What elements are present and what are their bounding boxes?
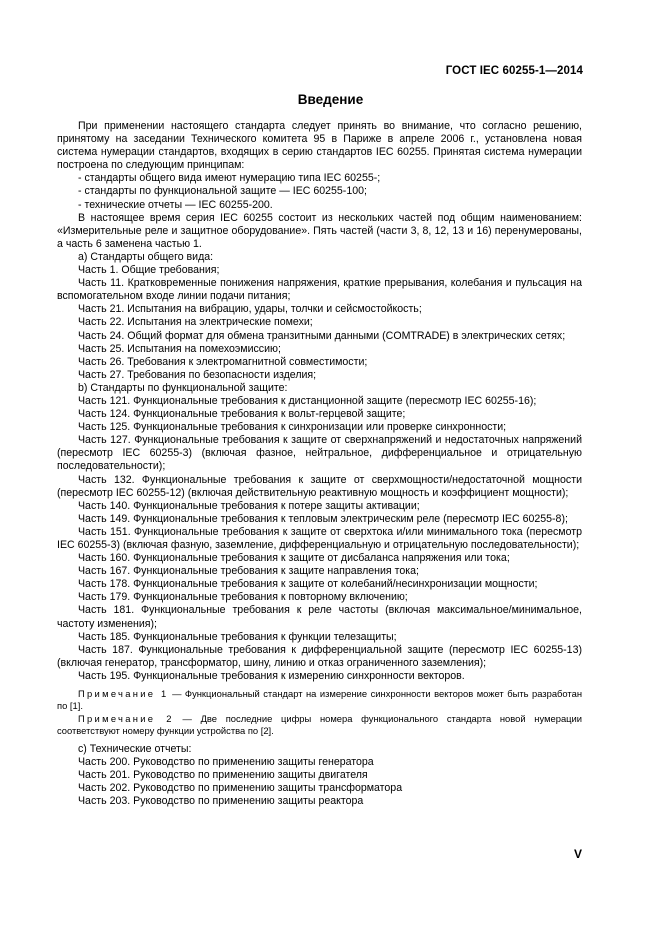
list-item: Часть 26. Требования к электромагнитной совместимости; (78, 355, 368, 368)
list-item: Часть 21. Испытания на вибрацию, удары, толчки и сейсмостойкость; (78, 303, 422, 316)
list-item: Часть 132. Функциональные требования к защите от сверхмощности/недостаточной мощности (пересмотр IEC 60255-12) (включая действительную реактивную мощность и коэффициент мощности); (57, 473, 582, 499)
list-item: Часть 149. Функциональные требования к тепловым электрическим реле (пересмотр IEC 60255-8); (78, 512, 568, 525)
note (57, 713, 582, 738)
standard-designation: ГОСТ IEC 60255-1—2014 (445, 65, 583, 77)
list-item: Часть 27. Требования по безопасности изделия; (78, 368, 317, 381)
list-heading: b) Стандарты по функциональной защите: (78, 381, 288, 394)
list-heading: а) Стандарты общего вида: (78, 250, 214, 263)
list-item: Часть 185. Функциональные требования к функции телезащиты; (78, 630, 397, 643)
list-item: Часть 121. Функциональные требования к дистанционной защите (пересмотр IEC 60255-16); (78, 394, 537, 407)
list-item: Часть 203. Руководство по применению защиты реактора (78, 795, 364, 808)
list-item: Часть 124. Функциональные требования к вольт-герцевой защите; (78, 408, 406, 421)
list-item: Часть 125. Функциональные требования к синхронизации или проверке синхронности; (78, 421, 507, 434)
note-text: — Две последние цифры номера функционального стандарта новой нумерации соответствуют номеру функции устройства по [2]. (57, 712, 582, 737)
page-number: V (573, 847, 582, 861)
list-item: Часть 25. Испытания на помехоэмиссию; (78, 342, 281, 355)
list-item: Часть 181. Функциональные требования к реле частоты (включая максимальное/минимальное, частоту изменения); (57, 604, 582, 630)
list-item: Часть 195. Функциональные требования к измерению синхронности векторов. (78, 669, 465, 682)
note (57, 688, 582, 713)
list-item: - стандарты общего вида имеют нумерацию типа IEC 60255-; (78, 172, 381, 185)
list-item: Часть 24. Общий формат для обмена транзитными данными (COMTRADE) в электрических сетях; (78, 329, 566, 342)
list-item: Часть 160. Функциональные требования к защите от дисбаланса напряжения или тока; (78, 552, 510, 565)
list-item: Часть 22. Испытания на электрические помехи; (78, 316, 313, 329)
document-body (57, 120, 582, 808)
list-item: Часть 200. Руководство по применению защиты генератора (78, 755, 374, 768)
list-item: - стандарты по функциональной защите — IEC 60255-100; (78, 185, 367, 198)
note-label: Примечание 1 (78, 688, 169, 700)
list-item: Часть 140. Функциональные требования к потере защиты активации; (78, 499, 420, 512)
list-item: - технические отчеты — IEC 60255-200. (78, 198, 273, 211)
paragraph: При применении настоящего стандарта следует принять во внимание, что согласно решению, принятому на заседании Технического комитета 95 в Париже в апреле 2006 г., установлена новая система нумерации стандартов, входящих в серию стандартов IEC 60255. Принятая система нумерации построена по следующим принципам: (57, 120, 582, 172)
list-item: Часть 202. Руководство по применению защиты трансформатора (78, 781, 403, 794)
list-heading: с) Технические отчеты: (78, 742, 192, 755)
list-item: Часть 187. Функциональные требования к дифференциальной защите (пересмотр IEC 60255-13) (включая генератор, трансформатор, шину, линию и отказ ограниченного заземления); (57, 643, 582, 669)
list-item: Часть 179. Функциональные требования к повторному включению; (78, 591, 408, 604)
note-text: — Функциональный стандарт на измерение синхронности векторов может быть разработан по [1]. (57, 688, 582, 712)
section-title: Введение (297, 92, 364, 107)
list-item: Часть 127. Функциональные требования к защите от сверхнапряжений и недостаточных напряжений (пересмотр IEC 60255-3) (включая фазное, нейтральное, дифференциальное и отрицательную последовательности); (57, 434, 582, 473)
list-item: Часть 178. Функциональные требования к защите от колебаний/несинхронизации мощности; (78, 578, 538, 591)
list-item: Часть 151. Функциональные требования к защите от сверхтока и/или минимального тока (пересмотр IEC 60255-3) (включая фазную, заземление, дифференциальную и отрицательную последовательности); (57, 525, 582, 551)
note-label: Примечание 2 (78, 712, 174, 724)
list-item: Часть 1. Общие требования; (78, 264, 220, 277)
list-item: Часть 201. Руководство по применению защиты двигателя (78, 768, 368, 781)
paragraph: В настоящее время серия IEC 60255 состоит из нескольких частей под общим наименованием: «Измерительные реле и защитное оборудование». Пять частей (части 3, 8, 12, 13 и 16) перенумерованы, а часть 6 заменена частью 1. (57, 211, 582, 250)
list-item: Часть 167. Функциональные требования к защите направления тока; (78, 565, 419, 578)
list-item: Часть 11. Кратковременные понижения напряжения, краткие прерывания, колебания и пульсация на вспомогательном входе линии подачи питания; (57, 277, 582, 303)
